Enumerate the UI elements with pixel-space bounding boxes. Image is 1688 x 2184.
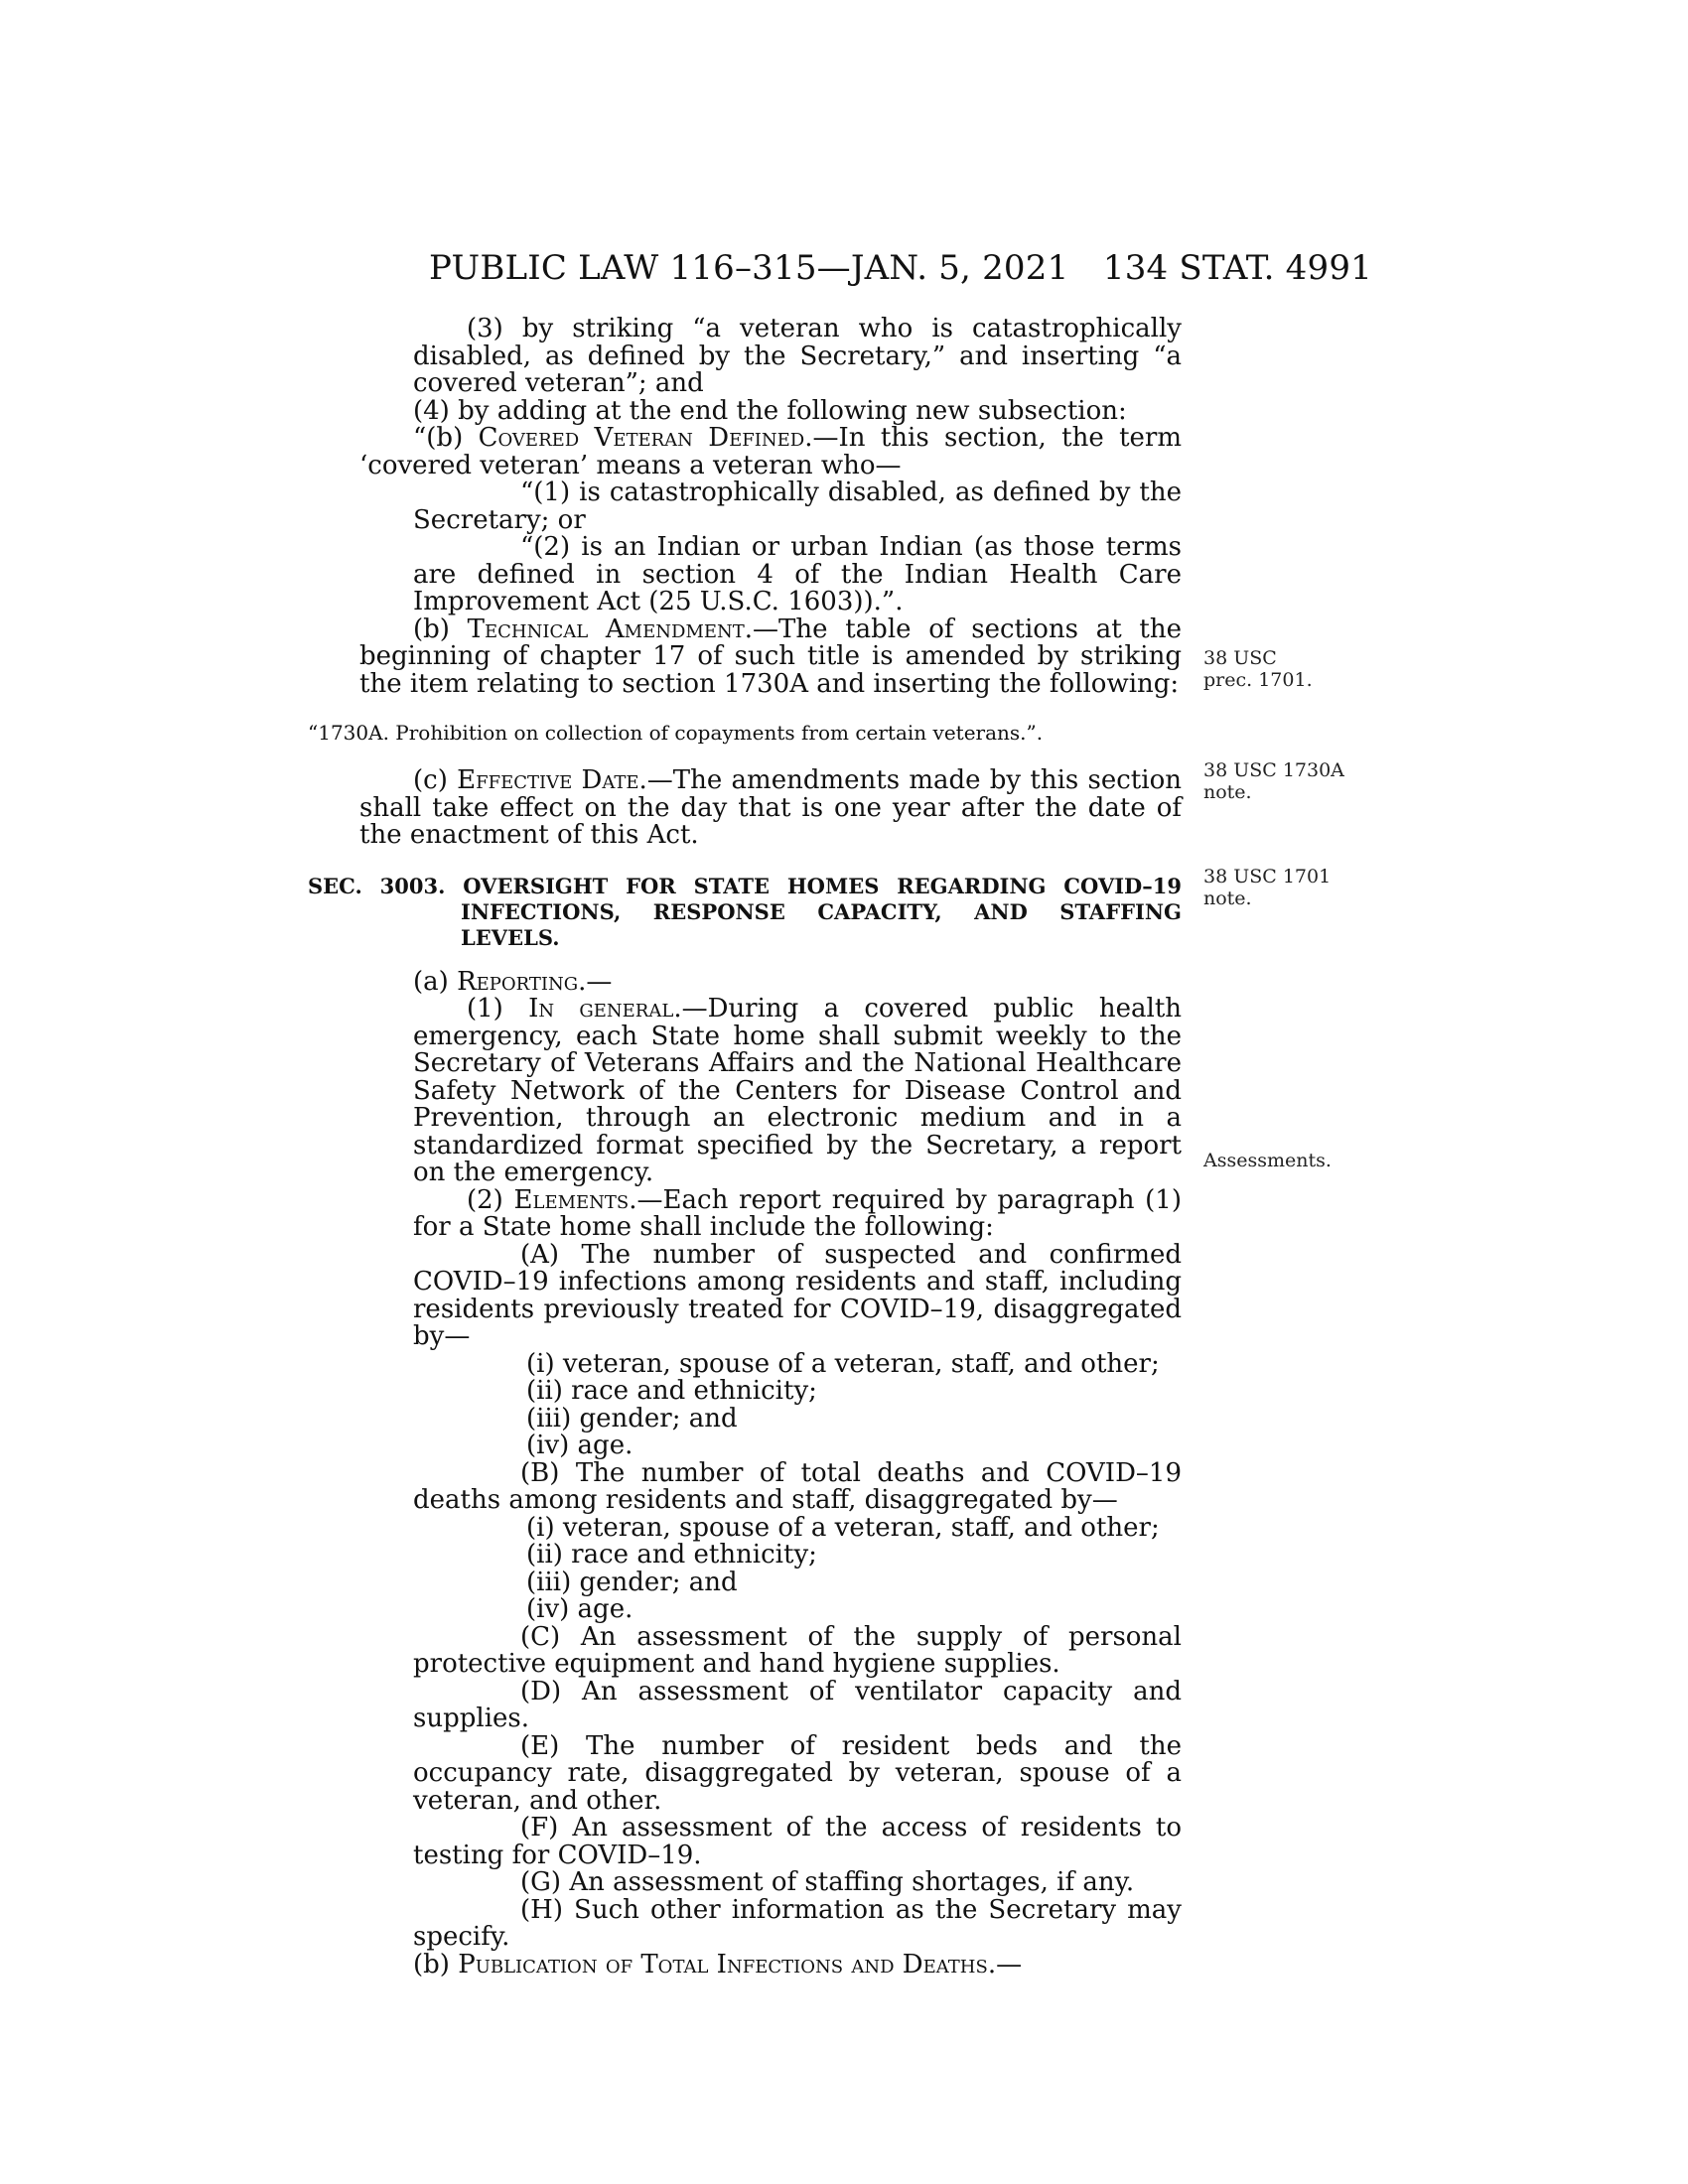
- paragraph-a1-in-general: [359, 996, 1182, 1187]
- paragraph-3: (3) by striking “a veteran who is catastrophically disabled, as defined by the Secretary,” and inserting “a covered veteran”; and: [413, 314, 1182, 398]
- subsection-text: .—: [578, 966, 613, 997]
- element-B: (B) The number of total deaths and COVID–19 deaths among residents and staff, disaggregated by—: [413, 1457, 1182, 1515]
- page-header-title: PUBLIC LAW 116–315—JAN. 5, 2021: [429, 248, 1069, 288]
- element-F: (F) An assessment of the access of residents to testing for COVID–19.: [413, 1813, 1182, 1870]
- margin-note-prec-1701: [1203, 647, 1313, 691]
- element-B-iv: (iv) age.: [526, 1594, 633, 1624]
- subsection-lead: (b): [413, 1949, 459, 1979]
- paragraph-4: (4) by adding at the end the following new subsection:: [413, 395, 1127, 426]
- element-A-iii: (iii) gender; and: [526, 1403, 738, 1433]
- element-A: (A) The number of suspected and confirmed COVID–19 infections among residents and staff, including residents previously treated for COVID–19, disaggregated by—: [413, 1239, 1182, 1351]
- margin-note-1730A: [1203, 759, 1344, 803]
- element-A-i: (i) veteran, spouse of a veteran, staff, and other;: [526, 1348, 1160, 1379]
- subsection-heading: Reporting: [457, 966, 579, 997]
- element-A-iv: (iv) age.: [526, 1431, 633, 1460]
- paragraph-text: .—During a covered public health emergency, each State home shall submit weekly to the Secretary of Veterans Affairs and the National Healthcare Safety Network of the Centers for Disease Control and Prevention, through an electronic medium and in a standardized format specified by the Secretary, a report on the emergency.: [413, 994, 1183, 1187]
- section-3003-heading: [308, 874, 1182, 951]
- subsection-text: .—The amendments made by this section shall take effect on the day that is one year after the date of the enactment of this Act.: [359, 765, 1182, 850]
- paragraph-heading: In general: [528, 994, 674, 1024]
- subsection-lead: (c): [413, 765, 458, 795]
- paragraph-lead: (1): [467, 994, 529, 1024]
- subsection-heading: Effective Date: [457, 765, 639, 795]
- subsection-b-covered-veteran: [359, 425, 1182, 479]
- element-G: (G) An assessment of staffing shortages, if any.: [520, 1867, 1135, 1897]
- margin-note-line: 38 USC 1730A: [1203, 759, 1344, 781]
- subsection-text: .—The table of sections at the beginning of chapter 17 of such title is amended by striking the item relating to section 1730A and inserting the following:: [359, 614, 1182, 699]
- subsection-a-reporting: [359, 966, 1182, 997]
- subsection-text: .—: [987, 1949, 1023, 1979]
- subsection-b-publication: [359, 1949, 1182, 1979]
- margin-note-assessments: Assessments.: [1203, 1150, 1332, 1171]
- table-of-sections-entry: “1730A. Prohibition on collection of copayments from certain veterans.”.: [308, 721, 1044, 745]
- margin-note-line: 38 USC 1701: [1203, 866, 1332, 887]
- paragraph-text: .—Each report required by paragraph (1) for a State home shall include the following:: [413, 1184, 1182, 1242]
- element-A-ii: (ii) race and ethnicity;: [526, 1376, 817, 1406]
- subsection-lead: “(b): [413, 423, 479, 453]
- margin-note-1701: [1203, 866, 1331, 909]
- covered-veteran-item-2: “(2) is an Indian or urban Indian (as those terms are defined in section 4 of the Indian Health Care Improvement Act (25 U.S.C. 1603)).”.: [413, 532, 1182, 616]
- covered-veteran-item-1: “(1) is catastrophically disabled, as defined by the Secretary; or: [413, 478, 1182, 535]
- margin-note-line: prec. 1701.: [1203, 669, 1313, 691]
- element-C: (C) An assessment of the supply of personal protective equipment and hand hygiene supplies.: [413, 1621, 1182, 1679]
- subsection-heading: Covered Veteran Defined: [478, 423, 805, 453]
- element-B-ii: (ii) race and ethnicity;: [526, 1540, 817, 1570]
- technical-amendment: [359, 616, 1182, 699]
- subsection-text: .—In this section, the term ‘covered veteran’ means a veteran who—: [359, 423, 1182, 480]
- element-D: (D) An assessment of ventilator capacity and supplies.: [413, 1676, 1182, 1733]
- subsection-lead: (b): [413, 614, 468, 644]
- margin-note-line: 38 USC: [1203, 647, 1277, 669]
- effective-date: [359, 767, 1182, 850]
- section-heading-text: SEC. 3003. OVERSIGHT FOR STATE HOMES REGARDING COVID–19 INFECTIONS, RESPONSE CAPACITY, AND STAFFING LEVELS.: [308, 873, 1182, 950]
- document-body: [308, 314, 1183, 1979]
- element-B-i: (i) veteran, spouse of a veteran, staff, and other;: [526, 1512, 1160, 1543]
- margin-note-line: note.: [1203, 781, 1252, 803]
- page-header-stat-number: 134 STAT. 4991: [1102, 248, 1372, 288]
- element-E: (E) The number of resident beds and the occupancy rate, disaggregated by veteran, spouse of a veteran, and other.: [413, 1730, 1182, 1816]
- paragraph-heading: Elements: [513, 1184, 630, 1215]
- element-H: (H) Such other information as the Secretary may specify.: [413, 1894, 1182, 1952]
- paragraph-lead: (2): [467, 1184, 514, 1215]
- subsection-lead: (a): [413, 966, 458, 997]
- subsection-heading: Publication of Total Infections and Deaths: [458, 1949, 988, 1979]
- element-B-iii: (iii) gender; and: [526, 1567, 738, 1597]
- paragraph-a2-elements: [359, 1184, 1182, 1242]
- margin-note-line: note.: [1203, 887, 1252, 909]
- subsection-heading: Technical Amendment: [467, 614, 745, 644]
